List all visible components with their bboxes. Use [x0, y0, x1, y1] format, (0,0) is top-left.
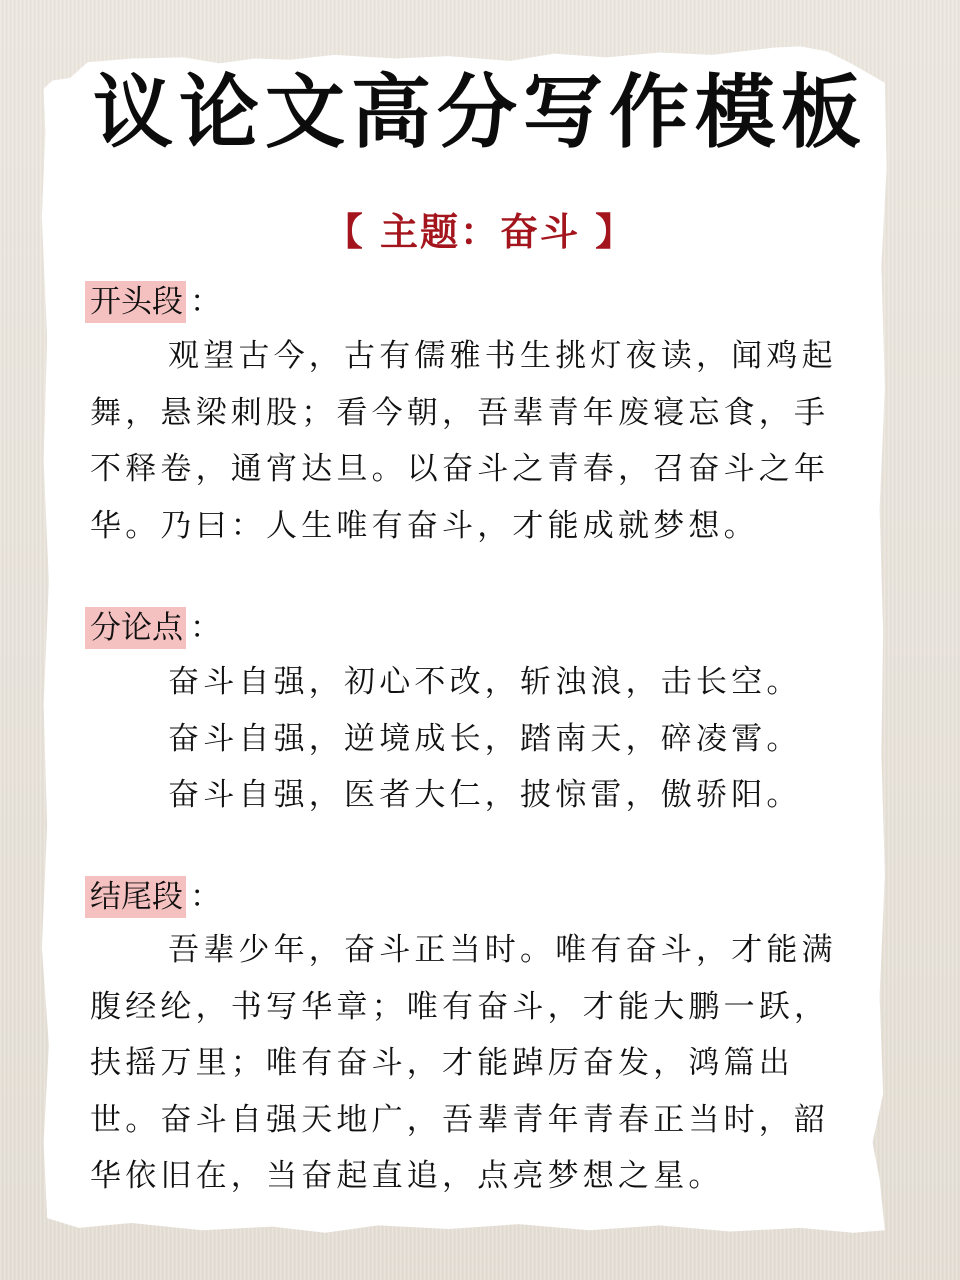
- paragraph-line: 世。奋斗自强天地广，吾辈青年青春正当时，韶: [90, 1101, 830, 1138]
- theme-subtitle: 【 主题：奋斗 】: [324, 209, 636, 254]
- paragraph-line: 舞，悬梁刺股；看今朝，吾辈青年废寝忘食，手: [90, 394, 830, 431]
- paragraph-line: 吾辈少年，奋斗正当时。唯有奋斗，才能满: [168, 932, 837, 968]
- section-label-opening: [85, 281, 221, 323]
- section-label-colon: ：: [190, 610, 221, 646]
- opening-paragraph: [90, 328, 880, 554]
- paragraph-line: 华。乃曰：人生唯有奋斗，才能成就梦想。: [90, 507, 759, 544]
- section-label-colon: ：: [190, 879, 221, 915]
- section-label-closing: [85, 876, 221, 918]
- sub-argument-line: 奋斗自强，逆境成长，踏南天，碎凌霄。: [168, 720, 802, 757]
- section-label-sub-arguments: [85, 607, 221, 649]
- section-label-highlight: 开头段: [85, 281, 186, 323]
- page-title: 议论文高分写作模板: [93, 65, 867, 159]
- paragraph-line: 腹经纶，书写华章；唯有奋斗，才能大鹏一跃，: [90, 988, 830, 1025]
- section-label-colon: ：: [190, 284, 221, 320]
- sub-arguments-list: [90, 654, 880, 824]
- closing-paragraph: [90, 922, 880, 1205]
- section-label-highlight: 结尾段: [85, 876, 186, 918]
- paragraph-line: 观望古今，古有儒雅书生挑灯夜读，闻鸡起: [168, 338, 837, 374]
- paragraph-line: 不释卷，通宵达旦。以奋斗之青春，召奋斗之年: [90, 451, 830, 487]
- section-label-highlight: 分论点: [85, 607, 186, 649]
- sub-argument-line: 奋斗自强，初心不改，斩浊浪，击长空。: [168, 664, 802, 700]
- paragraph-line: 扶摇万里；唯有奋斗，才能踔厉奋发，鸿篇出: [90, 1045, 794, 1081]
- sub-argument-line: 奋斗自强，医者大仁，披惊雷，傲骄阳。: [168, 777, 802, 813]
- paragraph-line: 华依旧在，当奋起直追，点亮梦想之星。: [90, 1158, 724, 1194]
